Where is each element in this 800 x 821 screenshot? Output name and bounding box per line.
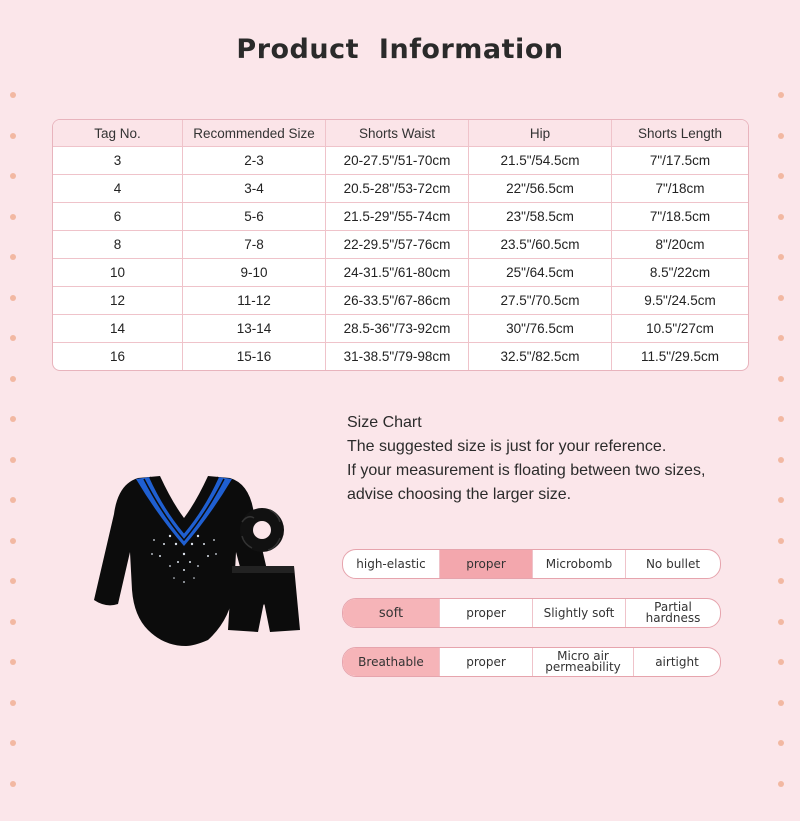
feature-label: Breathable (343, 648, 440, 676)
decorative-dot (10, 133, 16, 139)
decorative-dot (778, 457, 784, 463)
decorative-dot (778, 740, 784, 746)
decorative-dot (10, 457, 16, 463)
decorative-dot (778, 335, 784, 341)
size-table-cell: 9-10 (183, 259, 326, 287)
size-table-cell: 5-6 (183, 203, 326, 231)
decorative-dot (10, 497, 16, 503)
size-table-cell: 31-38.5"/79-98cm (326, 343, 469, 370)
size-table-cell: 15-16 (183, 343, 326, 370)
size-note-heading: Size Chart (347, 414, 422, 431)
size-table-cell: 8.5"/22cm (612, 259, 748, 287)
size-table-cell: 7-8 (183, 231, 326, 259)
decorative-dot (10, 578, 16, 584)
size-table-cell: 3-4 (183, 175, 326, 203)
size-table-cell: 4 (53, 175, 183, 203)
decorative-dot (10, 173, 16, 179)
size-table-cell: 6 (53, 203, 183, 231)
page-title: Product Information (236, 34, 564, 65)
size-table-row (53, 147, 748, 175)
size-table-cell: 20-27.5"/51-70cm (326, 147, 469, 175)
size-table-header: Tag No. (53, 120, 183, 147)
decorative-dot (10, 659, 16, 665)
feature-option: Slightly soft (533, 599, 626, 627)
size-table-cell: 32.5"/82.5cm (469, 343, 612, 370)
decorative-dot (778, 214, 784, 220)
size-table-cell: 30"/76.5cm (469, 315, 612, 343)
decorative-dot (778, 376, 784, 382)
decorative-dot (10, 376, 16, 382)
feature-option: Partial hardness (645, 600, 701, 625)
decorative-dot (778, 659, 784, 665)
feature-option: proper (440, 648, 533, 676)
decorative-dot (778, 295, 784, 301)
size-table-cell: 13-14 (183, 315, 326, 343)
decorative-dot (778, 416, 784, 422)
size-table-row (53, 231, 748, 259)
size-table-cell: 7"/18.5cm (612, 203, 748, 231)
size-table-cell: 20.5-28"/53-72cm (326, 175, 469, 203)
size-table-cell: 27.5"/70.5cm (469, 287, 612, 315)
size-table-cell: 7"/18cm (612, 175, 748, 203)
size-note-line: The suggested size is just for your reference. (347, 438, 667, 455)
decorative-dot (10, 416, 16, 422)
size-table-cell: 10 (53, 259, 183, 287)
decorative-dot (778, 173, 784, 179)
decorative-dot (778, 619, 784, 625)
decorative-dot (10, 700, 16, 706)
feature-option: Microbomb (533, 550, 626, 578)
decorative-dot (10, 619, 16, 625)
size-table-header: Hip (469, 120, 612, 147)
decorative-dot (10, 335, 16, 341)
size-table-header: Shorts Length (612, 120, 748, 147)
decorative-dot (778, 700, 784, 706)
feature-option: airtight (655, 654, 699, 669)
decorative-dot (778, 578, 784, 584)
decorative-dot (10, 740, 16, 746)
decorative-dots-left (10, 92, 20, 821)
decorative-dot (778, 781, 784, 787)
size-table (52, 119, 749, 371)
size-table-cell: 9.5"/24.5cm (612, 287, 748, 315)
decorative-dot (10, 538, 16, 544)
decorative-dot (778, 254, 784, 260)
shorts-icon (228, 566, 300, 632)
size-table-cell: 7"/17.5cm (612, 147, 748, 175)
feature-option: proper (440, 599, 533, 627)
decorative-dot (778, 133, 784, 139)
feature-row-softness (342, 598, 721, 628)
product-image (90, 470, 320, 660)
size-table-cell: 21.5-29"/55-74cm (326, 203, 469, 231)
size-table-cell: 11-12 (183, 287, 326, 315)
size-table-header-row (53, 120, 748, 147)
size-table-cell: 23.5"/60.5cm (469, 231, 612, 259)
size-table-row (53, 315, 748, 343)
size-table-cell: 16 (53, 343, 183, 370)
size-table-cell: 2-3 (183, 147, 326, 175)
size-table-cell: 23"/58.5cm (469, 203, 612, 231)
decorative-dot (778, 92, 784, 98)
size-table-cell: 10.5"/27cm (612, 315, 748, 343)
size-table-cell: 22"/56.5cm (469, 175, 612, 203)
feature-label: soft (343, 599, 440, 627)
size-table-cell: 24-31.5"/61-80cm (326, 259, 469, 287)
size-table-row (53, 287, 748, 315)
size-table-cell: 8 (53, 231, 183, 259)
size-note-line: advise choosing the larger size. (347, 486, 572, 503)
feature-label: high-elastic (343, 550, 440, 578)
decorative-dot (778, 497, 784, 503)
scrunchie-icon (240, 508, 284, 552)
size-table-cell: 21.5"/54.5cm (469, 147, 612, 175)
decorative-dot (10, 214, 16, 220)
size-table-cell: 14 (53, 315, 183, 343)
decorative-dots-right (778, 92, 788, 821)
feature-row-breathability (342, 647, 721, 677)
decorative-dot (10, 92, 16, 98)
size-table-cell: 8"/20cm (612, 231, 748, 259)
feature-option-selected: proper (440, 550, 533, 578)
size-table-cell: 25"/64.5cm (469, 259, 612, 287)
size-note-line: If your measurement is floating between two sizes, (347, 462, 706, 479)
size-table-cell: 12 (53, 287, 183, 315)
size-table-cell: 22-29.5"/57-76cm (326, 231, 469, 259)
size-table-header: Recommended Size (183, 120, 326, 147)
size-table-row (53, 203, 748, 231)
size-table-cell: 28.5-36"/73-92cm (326, 315, 469, 343)
size-table-cell: 26-33.5"/67-86cm (326, 287, 469, 315)
decorative-dot (778, 538, 784, 544)
size-table-cell: 11.5"/29.5cm (640, 349, 720, 364)
size-note (347, 411, 705, 507)
size-table-header: Shorts Waist (326, 120, 469, 147)
size-table-cell: 3 (53, 147, 183, 175)
decorative-dot (10, 781, 16, 787)
decorative-dot (10, 295, 16, 301)
decorative-dot (10, 254, 16, 260)
size-table-row (53, 259, 748, 287)
size-table-row (53, 343, 748, 370)
feature-option: Micro air permeability (533, 648, 634, 676)
size-table-row (53, 175, 748, 203)
feature-row-elasticity (342, 549, 721, 579)
feature-option: No bullet (645, 556, 701, 571)
